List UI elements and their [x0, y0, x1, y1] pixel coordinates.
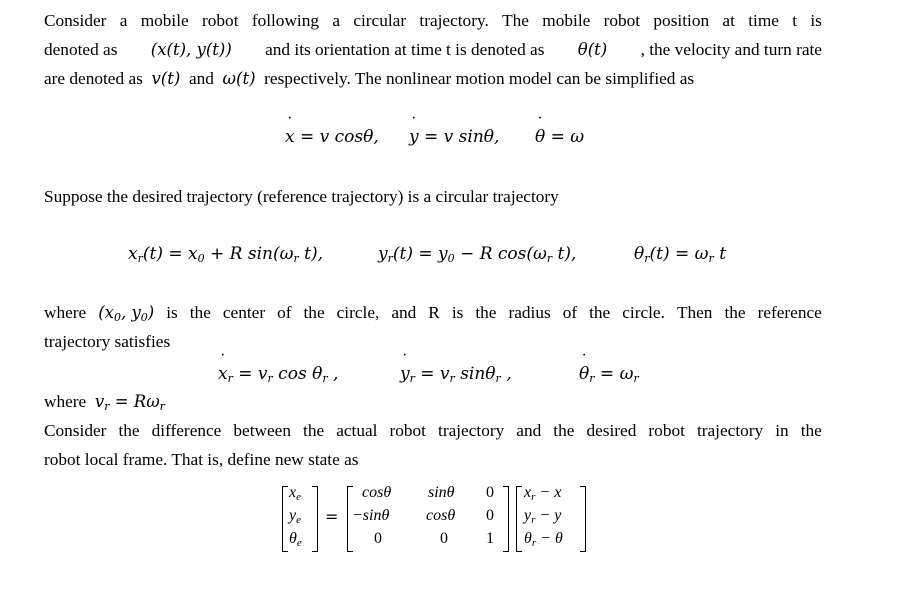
word: of	[277, 303, 292, 322]
text-run: , the velocity and turn rate	[640, 40, 822, 59]
word: robot	[648, 421, 685, 440]
matrix-cell: 0	[440, 530, 448, 547]
word: the	[303, 303, 325, 322]
word: ($x_0$, $y_0$)	[98, 303, 155, 324]
para1-line1	[44, 6, 822, 35]
word: radius	[508, 303, 551, 322]
word: center	[222, 303, 266, 322]
para4-line2	[44, 416, 822, 445]
word: the	[475, 303, 497, 322]
text-run: and	[188, 69, 214, 88]
word: where	[44, 303, 87, 322]
word: Then	[676, 303, 713, 322]
text-run: denoted as	[44, 40, 118, 59]
word: trajectory	[696, 421, 764, 440]
word: is	[451, 303, 464, 322]
matrix-cell: 0	[486, 507, 494, 524]
difference-vector-bracket	[516, 486, 586, 552]
text-run: trajectory satisfies	[44, 332, 171, 351]
reference-y	[378, 242, 576, 266]
word: between	[233, 421, 291, 440]
word: the	[118, 421, 140, 440]
word: of	[562, 303, 578, 322]
matrix-cell: 0	[374, 530, 382, 547]
matrix-cell: 1	[486, 530, 494, 547]
word: the	[800, 421, 822, 440]
inline-math-orientation: θ(t)	[577, 40, 608, 59]
equation-thetar: $\theta_r(t) = \omega_r$ t	[634, 244, 727, 265]
word: robot	[202, 11, 239, 30]
ref-derivative-x	[218, 362, 338, 386]
equation-thetar-dot: ˙ $\theta_r = \omega_r$	[579, 364, 639, 384]
equals-sign: =	[325, 507, 339, 526]
word: and	[391, 303, 417, 322]
para4-line1	[44, 387, 165, 416]
para3-line2	[44, 327, 170, 356]
word: circular	[353, 11, 407, 30]
inline-math-vr: $v_r = R\omega_r$	[94, 392, 165, 413]
matrix-cell: −sinθ	[352, 507, 390, 524]
word: a	[119, 11, 128, 30]
word: position	[653, 11, 710, 30]
para1-line3	[44, 64, 694, 93]
equation-thetadot: ˙ θ = ω	[535, 127, 584, 147]
word: circle,	[336, 303, 380, 322]
text-run: Suppose the desired trajectory (reference trajectory) is a circular trajectory	[44, 187, 559, 206]
inline-math-position: (x(t), y(t))	[150, 40, 232, 59]
word: t	[792, 11, 798, 30]
text-run: and its orientation at time t is denoted as	[265, 40, 545, 59]
motion-model-y	[409, 125, 499, 149]
motion-model-x	[285, 125, 379, 149]
word: desired	[586, 421, 637, 440]
word: difference	[151, 421, 222, 440]
equation-yr: $y_r(t) = y_0 - R$ $\cos(\omega_r$ t),	[378, 244, 577, 265]
word: robot	[389, 421, 426, 440]
word: is	[166, 303, 178, 322]
word: reference	[757, 303, 822, 322]
word: trajectory.	[419, 11, 489, 30]
matrix-cell: cosθ	[426, 507, 456, 524]
inline-math-turn-rate: ω(t)	[222, 69, 256, 88]
word: at	[722, 11, 735, 30]
word: R	[428, 303, 440, 322]
lhs-xe: $x_e$	[289, 484, 301, 503]
rhs-xr-minus-x: $x_r - x$	[524, 484, 562, 503]
text-run: where	[44, 392, 87, 411]
word: circle.	[622, 303, 665, 322]
para4-line3	[44, 445, 358, 474]
word: the	[589, 303, 611, 322]
reference-x	[128, 242, 323, 266]
word: the	[303, 421, 325, 440]
matrix-cell: 0	[486, 484, 494, 501]
word: mobile	[140, 11, 189, 30]
word: actual	[336, 421, 378, 440]
para2	[44, 182, 559, 211]
state-vector-bracket	[282, 486, 318, 552]
equation-ydot: ˙ y = v sinθ,	[409, 127, 499, 147]
word: the	[553, 421, 575, 440]
word: and	[516, 421, 542, 440]
word: The	[502, 11, 529, 30]
text-run: respectively. The nonlinear motion model can be simplified as	[264, 69, 695, 88]
rhs-thetar-minus-theta: $\theta_r - \theta$	[524, 530, 563, 549]
lhs-ye: $y_e$	[289, 507, 301, 526]
ref-derivative-y	[400, 362, 512, 386]
word: following	[251, 11, 320, 30]
equation-xr-dot: ˙ $x_r = v_r$ $\cos \theta_r$ ,	[218, 364, 338, 384]
para1-line2	[44, 35, 822, 64]
lhs-thetae: $\theta_e$	[289, 530, 302, 549]
word: Consider	[44, 421, 107, 440]
word: the	[189, 303, 211, 322]
rhs-yr-minus-y: $y_r - y$	[524, 507, 562, 526]
word: robot	[603, 11, 641, 30]
word: trajectory	[438, 421, 505, 440]
matrix-cell: cosθ	[362, 484, 392, 501]
reference-theta	[634, 242, 726, 266]
equation-xr: $x_r(t) = x_0 + R$ $\sin(\omega_r$ t),	[128, 244, 324, 265]
word: time	[748, 11, 779, 30]
rotation-matrix-bracket	[347, 486, 509, 552]
word: a	[332, 11, 340, 30]
matrix-cell: sinθ	[428, 484, 455, 501]
word: the	[724, 303, 746, 322]
word: mobile	[542, 11, 591, 30]
equation-xdot: ˙ x = v cosθ,	[285, 127, 379, 147]
word: in	[775, 421, 789, 440]
ref-derivative-theta	[579, 362, 639, 386]
text-run: robot local frame. That is, define new state as	[44, 450, 359, 469]
para3-line1	[44, 298, 822, 327]
inline-math-velocity: v(t)	[151, 69, 181, 88]
motion-model-theta	[535, 125, 584, 149]
text-run: are denoted as	[44, 69, 143, 88]
word: Consider	[44, 11, 107, 30]
equation-yr-dot: ˙ $y_r = v_r$ sinθ$_r$ ,	[400, 364, 512, 384]
word: is	[810, 11, 822, 30]
